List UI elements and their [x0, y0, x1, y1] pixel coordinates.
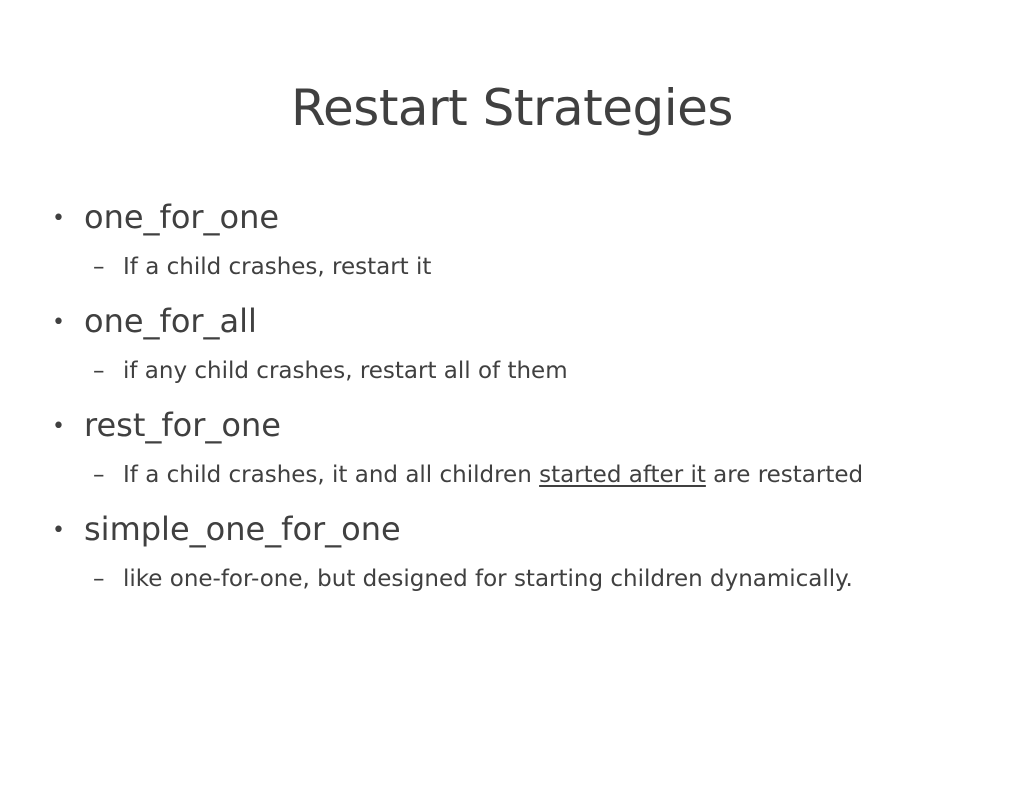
- bullet-label: rest_for_one: [84, 406, 281, 444]
- sub-bullet-label-after: are restarted: [705, 462, 864, 488]
- sub-dash-icon: –: [93, 254, 105, 280]
- sub-dash-icon: –: [93, 358, 105, 384]
- bullet-dot-icon: •: [52, 206, 65, 231]
- sub-bullet-underlined-text: started after it: [539, 462, 706, 488]
- bullet-label: one_for_all: [84, 302, 257, 340]
- sub-bullet-label: if any child crashes, restart all of them: [123, 358, 568, 384]
- sub-bullet-label: If a child crashes, restart it: [123, 254, 432, 280]
- bullet-label: one_for_one: [84, 198, 280, 236]
- bullet-item: [52, 504, 992, 608]
- bullet-dot-icon: •: [52, 518, 65, 543]
- sub-dash-icon: –: [93, 462, 105, 488]
- sub-bullet-label: like one-for-one, but designed for starting children dynamically.: [123, 566, 853, 592]
- slide-title: Restart Strategies: [291, 79, 733, 137]
- bullet-dot-icon: •: [52, 414, 65, 439]
- bullet-item: [52, 400, 992, 504]
- bullet-item: [52, 192, 992, 296]
- sub-dash-icon: –: [93, 566, 105, 592]
- bullet-list: [52, 192, 992, 608]
- bullet-label: simple_one_for_one: [84, 510, 401, 548]
- bullet-item: [52, 296, 992, 400]
- bullet-dot-icon: •: [52, 310, 65, 335]
- sub-bullet-label-before: If a child crashes, it and all children: [123, 462, 540, 488]
